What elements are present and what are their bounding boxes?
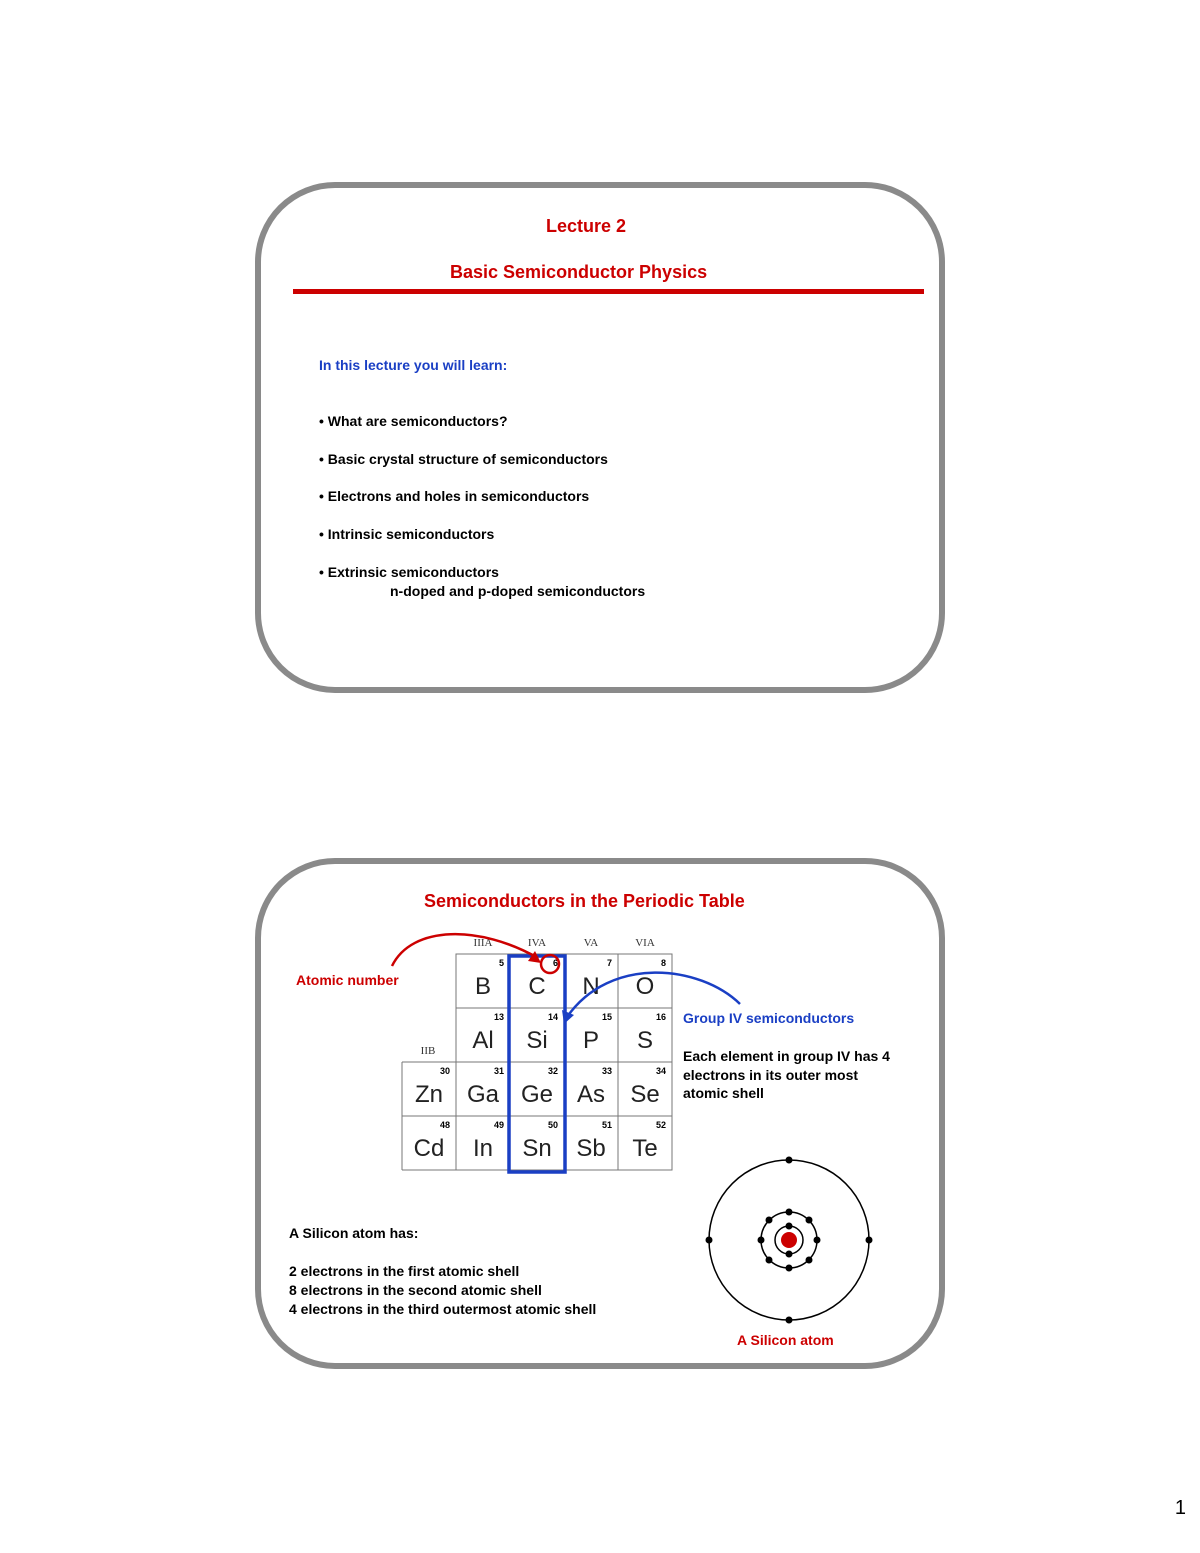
bullet-item: • Electrons and holes in semiconductors — [319, 488, 590, 504]
atomic-number-c: 6 — [552, 958, 558, 968]
row-header-iib: IIB — [420, 1045, 436, 1057]
atomic-number-n: 7 — [606, 958, 612, 968]
silicon-intro: A Silicon atom has: — [289, 1225, 419, 1241]
atomic-number-ge: 32 — [547, 1066, 558, 1076]
bullet-item: • Extrinsic semiconductors — [319, 564, 499, 580]
atomic-number-si: 14 — [547, 1012, 558, 1022]
atomic-number-p: 15 — [601, 1012, 612, 1022]
atomic-number-label: Atomic number — [296, 972, 399, 988]
element-ga: Ga — [466, 1081, 500, 1108]
bullet-item: • Basic crystal structure of semiconductors — [319, 451, 608, 467]
element-as: As — [576, 1081, 606, 1108]
atomic-number-zn: 30 — [439, 1066, 450, 1076]
element-b: B — [474, 973, 492, 1000]
element-n: N — [582, 973, 600, 1000]
silicon-shell-line: 8 electrons in the second atomic shell — [289, 1282, 542, 1298]
element-sn: Sn — [522, 1135, 552, 1162]
atomic-number-sn: 50 — [547, 1120, 558, 1130]
sub-bullet-item: n-doped and p-doped semiconductors — [390, 583, 646, 599]
blue-arrowhead — [562, 1010, 574, 1024]
silicon-shell-line: 4 electrons in the third outermost atomic shell — [289, 1301, 597, 1317]
element-al: Al — [472, 1027, 494, 1054]
atomic-number-b: 5 — [498, 958, 504, 968]
atomic-number-al: 13 — [493, 1012, 504, 1022]
slide2-title: Semiconductors in the Periodic Table — [424, 891, 745, 911]
col-header-iiia: IIIA — [473, 937, 493, 949]
col-header-va: VA — [583, 937, 599, 949]
element-c: C — [528, 973, 546, 1000]
bullet-item: • Intrinsic semiconductors — [319, 526, 495, 542]
element-in: In — [472, 1135, 494, 1162]
bullet-item: • What are semiconductors? — [319, 413, 508, 429]
element-si: Si — [526, 1027, 548, 1054]
atomic-number-cd: 48 — [439, 1120, 450, 1130]
atomic-number-ga: 31 — [493, 1066, 504, 1076]
group-desc-line: atomic shell — [683, 1085, 764, 1101]
atomic-number-sb: 51 — [601, 1120, 612, 1130]
atomic-number-as: 33 — [601, 1066, 612, 1076]
silicon-atom-diagram — [706, 1157, 873, 1324]
col-header-iva: IVA — [527, 937, 547, 949]
atomic-number-te: 52 — [655, 1120, 666, 1130]
col-header-via: VIA — [635, 937, 655, 949]
atomic-number-se: 34 — [655, 1066, 666, 1076]
atomic-number-s: 16 — [655, 1012, 666, 1022]
element-s: S — [636, 1027, 654, 1054]
atomic-number-arrow — [392, 934, 538, 966]
group-desc-line: Each element in group IV has 4 — [683, 1048, 890, 1064]
nucleus — [781, 1232, 797, 1248]
lecture-heading: Lecture 2 — [546, 216, 627, 236]
element-sb: Sb — [576, 1135, 606, 1162]
group-desc-line: electrons in its outer most — [683, 1067, 859, 1083]
element-o: O — [635, 973, 655, 1000]
intro-text: In this lecture you will learn: — [319, 357, 508, 373]
element-te: Te — [632, 1135, 658, 1162]
atomic-number-in: 49 — [493, 1120, 504, 1130]
atomic-number-o: 8 — [660, 958, 666, 968]
lecture-title: Basic Semiconductor Physics — [450, 262, 708, 282]
page-number: 1 — [1174, 1497, 1186, 1519]
silicon-shell-line: 2 electrons in the first atomic shell — [289, 1263, 520, 1279]
element-se: Se — [630, 1081, 660, 1108]
element-p: P — [582, 1027, 600, 1054]
atom-caption: A Silicon atom — [737, 1332, 834, 1348]
element-zn: Zn — [414, 1081, 444, 1108]
element-ge: Ge — [520, 1081, 554, 1108]
group-iv-label: Group IV semiconductors — [683, 1010, 855, 1026]
element-cd: Cd — [413, 1135, 445, 1162]
